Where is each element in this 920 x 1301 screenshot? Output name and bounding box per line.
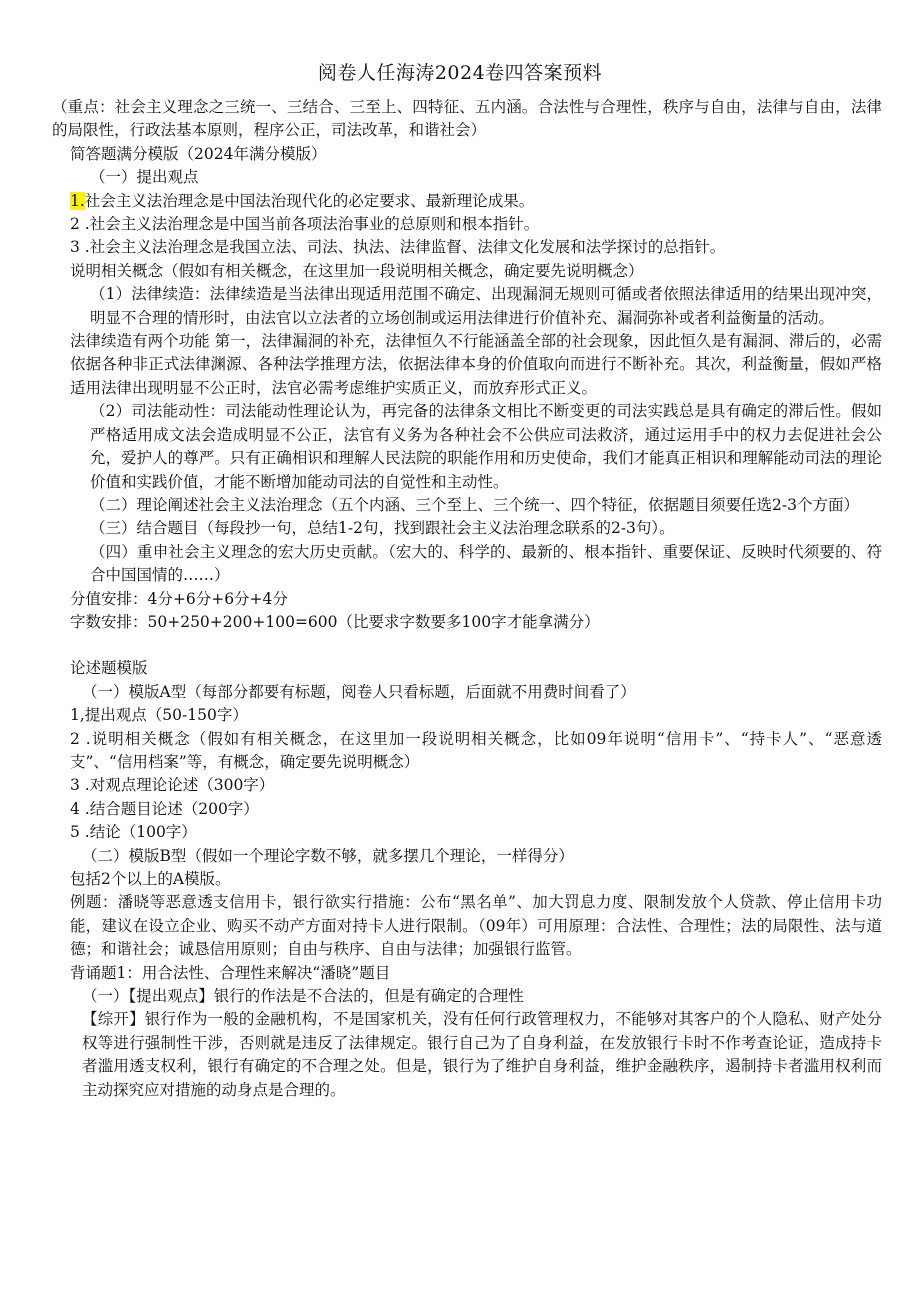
section-2: （二）理论阐述社会主义法治理念（五个内涵、三个至上、三个统一、四个特征，依据题目须要任选2-3个方面） <box>90 495 859 514</box>
concept-1-more: 法律续造有两个功能 第一，法律漏洞的补充，法律恒久不行能涵盖全部的社会现象，因此恒久是有漏洞、滞后的，必需依据各种非正式法律渊源、各种法学推理方法，依据法律本身的价值取向而进行不断补充。其次，利益衡量，假如严格适用法律出现明显不公正时，法官必需考虑维护实质正义，而放弃形式正义。 <box>70 332 882 397</box>
section-3: （三）结合题目（每段抄一句，总结1-2句，找到跟社会主义法治理念联系的2-3句）。 <box>90 519 675 538</box>
point-2: 2 .社会主义法治理念是中国当前各项法治事业的总原则和根本指针。 <box>70 215 540 234</box>
viewpoint: （一）【提出观点】银行的作法是不合法的，但是有确定的合理性 <box>82 987 524 1006</box>
concept-2: （2）司法能动性：司法能动性理论认为，再完备的法律条文相比不断变更的司法实践总是具有确定的滞后性。假如严格适用成文法会造成明显不公正，法官有义务为各种社会不公供应司法救济，通过运用手中的权力去促进社会公允，爱护人的尊严。只有正确相识和理解人民法院的职能作用和历史使命，我们才能真正相识和理解能动司法的理论价值和实践价值，才能不断增加能动司法的自觉性和主动性。 <box>90 402 882 491</box>
key-points: （重点：社会主义理念之三统一、三结合、三至上、四特征、五内涵。合法性与合理性，秩序与自由，法律与自由，法律的局限性，行政法基本原则，程序公正，司法改革，和谐社会） <box>52 98 882 140</box>
score-allocation: 分值安排：4分+6分+6分+4分 <box>70 589 288 608</box>
word-allocation: 字数安排：50+250+200+100=600（比要求字数要多100字才能拿满分） <box>70 612 600 631</box>
point-1-text: 社会主义法治理念是中国法治现代化的必定要求、最新理论成果。 <box>84 191 535 210</box>
recite-question-1: 背诵题1：用合法性、合理性来解决“潘晓”题目 <box>70 963 391 982</box>
essay-template-heading: 论述题模版 <box>70 659 148 678</box>
spacer <box>70 634 882 657</box>
point-1 <box>70 190 882 213</box>
example-question: 例题：潘晓等恶意透支信用卡，银行欲实行措施：公布“黑名单”、加大罚息力度、限制发放个人贷款、停止信用卡功能，建议在设立企业、购买不动产方面对持卡人进行限制。（09年）可用原理：合法性、合理性；法的局限性、法与道德；和谐社会；诚恳信用原则；自由与秩序、自由与法律；加强银行监管。 <box>70 893 882 959</box>
document-body <box>52 96 883 1102</box>
point-3: 3 .社会主义法治理念是我国立法、司法、执法、法律监督、法律文化发展和法学探讨的总指针。 <box>70 238 726 257</box>
document-title: 阅卷人任海涛2024卷四答案预料 <box>317 62 603 84</box>
template-b-note: 包括2个以上的A模版。 <box>70 870 231 888</box>
concept-intro: 说明相关概念（假如有相关概念，在这里加一段说明相关概念，确定要先说明概念） <box>70 261 644 280</box>
concept-1: （1）法律续造：法律续造是当法律出现适用范围不确定、出现漏洞无规则可循或者依照法律适用的结果出现冲突，明显不合理的情形时，由法官以立法者的立场创制或运用法律进行价值补充、漏洞弥补或者利益衡量的活动。 <box>90 285 882 327</box>
section-4: （四）重申社会主义理念的宏大历史贡献。（宏大的、科学的、最新的、根本指针、重要保证、反映时代须要的、符合中国国情的……） <box>90 542 882 585</box>
template-a-item-5: 5 .结论（100字） <box>70 823 197 842</box>
template-a-item-1: 1,提出观点（50-150字） <box>70 706 248 725</box>
short-answer-template-heading: 简答题满分模版（2024年满分模版） <box>70 144 327 163</box>
section-1-heading: （一）提出观点 <box>90 168 199 187</box>
template-a-item-2: 2 .说明相关概念（假如有相关概念，在这里加一段说明相关概念，比如09年说明“信用卡”、“持卡人”、“恶意透支”、“信用档案”等，有概念，确定要先说明概念） <box>70 729 883 771</box>
template-b-heading: （二）模版B型（假如一个理论字数不够，就多摆几个理论，一样得分） <box>82 846 574 865</box>
point-1-number: 1. <box>70 191 85 210</box>
template-a-item-4: 4 .结合题目论述（200字） <box>70 799 259 818</box>
template-a-item-3: 3 .对观点理论论述（300字） <box>70 776 275 795</box>
overview-paragraph: 【综开】银行作为一般的金融机构，不是国家机关，没有任何行政管理权力，不能够对其客户的个人隐私、财产处分权等进行强制性干涉，否则就是违反了法律规定。银行自己为了自身利益，在发放银行卡时不作考查论证，造成持卡者滥用透支权利，银行有确定的不合理之处。但是，银行为了维护自身利益，维护金融秩序，遏制持卡者滥用权利而主动探究应对措施的动身点是合理的。 <box>82 1010 882 1099</box>
template-a-heading: （一）模版A型（每部分都要有标题，阅卷人只看标题，后面就不用费时间看了） <box>82 682 636 701</box>
